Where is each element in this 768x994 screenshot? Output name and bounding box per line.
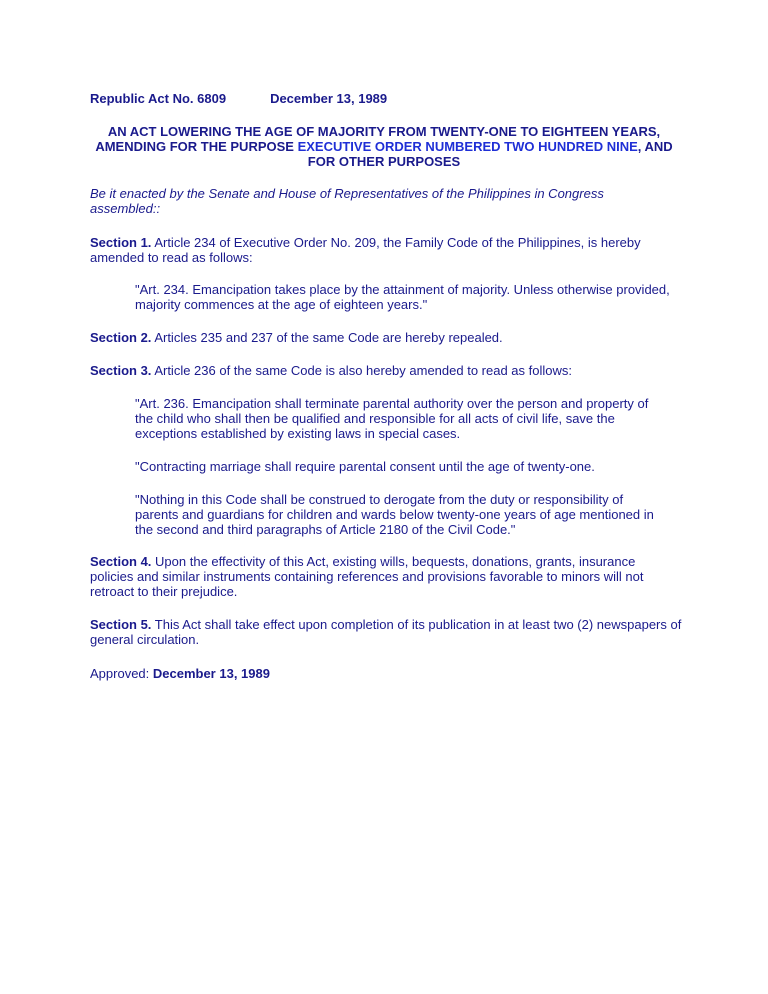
section-1-text: Article 234 of Executive Order No. 209, the Family Code of the Philippines, is hereby amended to read as follows: [90,235,641,265]
approval-label: Approved: [90,666,153,681]
section-5-label: Section 5. [90,617,152,632]
act-header [90,91,690,106]
section-1-quote: "Art. 234. Emancipation takes place by the attainment of majority. Unless otherwise provided, majority commences at the age of eighteen years." [135,282,670,312]
section-1-label: Section 1. [90,235,152,250]
section-3-quote-3: "Nothing in this Code shall be construed to derogate from the duty or responsibility of parents and guardians for children and wards below twenty-one years of age mentioned in the second and third paragraphs of Article 2180 of the Civil Code." [135,492,654,537]
section-3-label: Section 3. [90,363,152,378]
section-4-label: Section 4. [90,554,152,569]
section-2 [90,330,690,345]
section-1 [90,235,670,265]
section-3-text: Article 236 of the same Code is also hereby amended to read as follows: [151,363,572,378]
section-2-text: Articles 235 and 237 of the same Code are hereby repealed. [151,330,503,345]
enacting-clause: Be it enacted by the Senate and House of Representatives of the Philippines in Congress assembled:: [90,186,604,216]
section-4-text: Upon the effectivity of this Act, existing wills, bequests, donations, grants, insurance policies and similar instruments containing references and provisions favorable to minors will not retroact to their prejudice. [90,554,644,599]
act-date: December 13, 1989 [270,91,388,106]
section-5-text: This Act shall take effect upon completion of its publication in at least two (2) newspapers of general circulation. [90,617,682,647]
section-3-quote-2: "Contracting marriage shall require parental consent until the age of twenty-one. [135,459,595,474]
section-3-quote-1: "Art. 236. Emancipation shall terminate parental authority over the person and property of the child who shall then be qualified and responsible for all acts of civil life, save the exceptions established by existing laws in special cases. [135,396,649,441]
title-part1: AN ACT LOWERING THE AGE OF MAJORITY FROM TWENTY-ONE TO EIGHTEEN YEARS, AMENDING FOR THE PURPOSE [95,124,661,154]
approval-date: December 13, 1989 [152,666,270,681]
title-part2: , AND FOR OTHER PURPOSES [307,139,673,169]
act-title [80,124,688,169]
title-highlight-link[interactable]: EXECUTIVE ORDER NUMBERED TWO HUNDRED NINE [297,139,638,154]
section-5 [90,617,685,647]
act-number: Republic Act No. 6809 [90,91,227,106]
approval-line [90,666,690,681]
section-4 [90,554,658,599]
section-3 [90,363,690,378]
section-2-label: Section 2. [90,330,152,345]
